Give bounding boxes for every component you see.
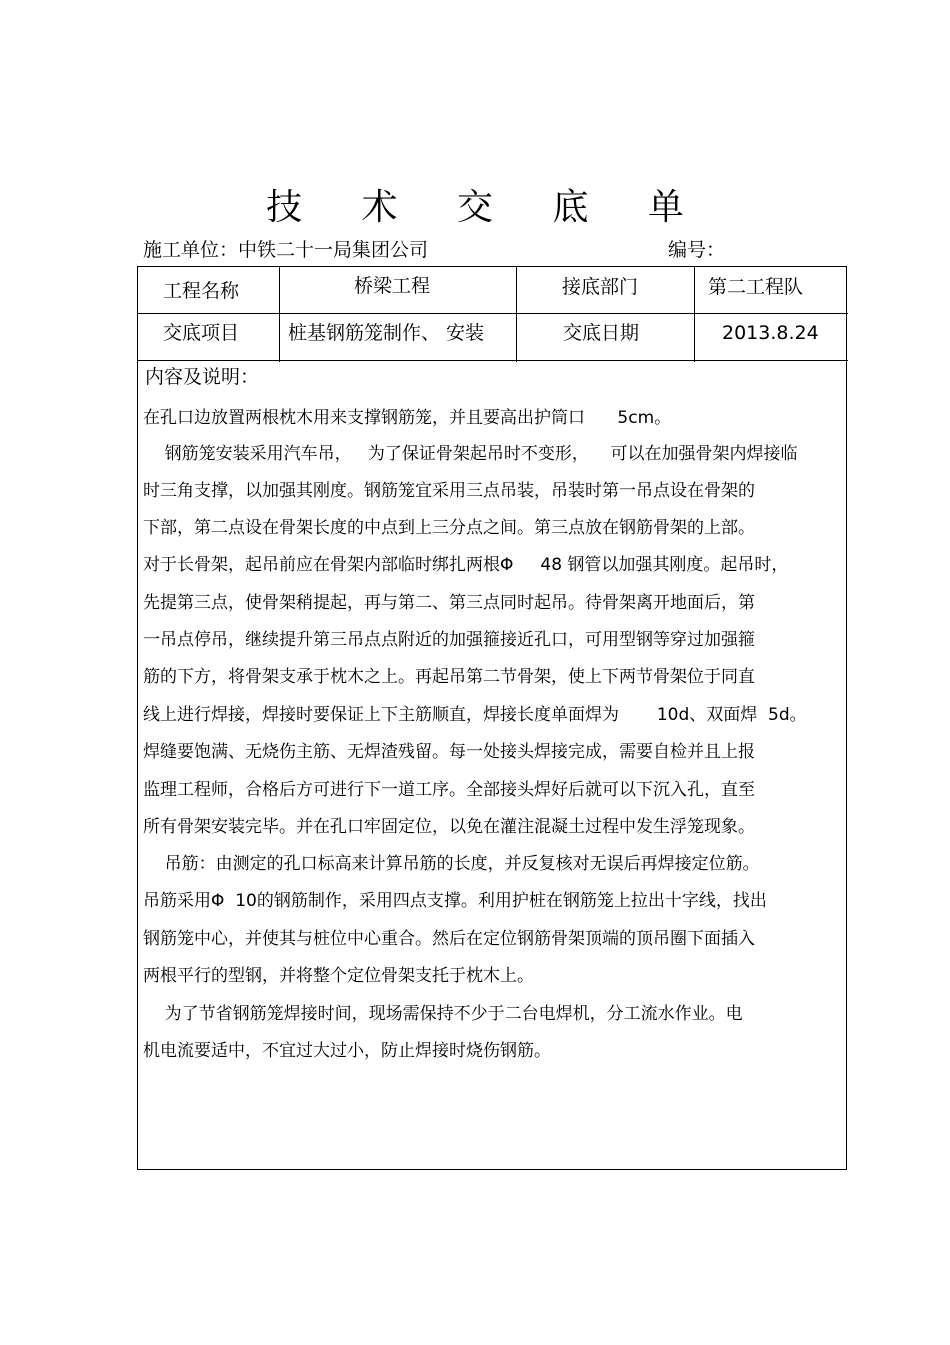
receiving-dept-value: 第二工程队 bbox=[708, 276, 804, 298]
content-line: 对于长骨架，起吊前应在骨架内部临时绑扎两根Φ 48 钢管以加强其刚度。起吊时， bbox=[143, 555, 789, 575]
table-column-divider bbox=[694, 266, 695, 362]
disclosure-item-label: 交底项目 bbox=[163, 322, 240, 344]
content-heading: 内容及说明： bbox=[145, 366, 260, 388]
receiving-dept-label: 接底部门 bbox=[562, 276, 639, 298]
content-line: 下部，第二点设在骨架长度的中点到上三分点之间。第三点放在钢筋骨架的上部。 bbox=[143, 518, 755, 538]
content-line: 先提第三点，使骨架稍提起，再与第二、第三点同时起吊。待骨架离开地面后，第 bbox=[143, 593, 755, 613]
table-column-divider bbox=[279, 266, 280, 362]
disclosure-date-value: 2013.8.24 bbox=[722, 322, 819, 344]
content-line: 筋的下方，将骨架支承于枕木之上。再起吊第二节骨架，使上下两节骨架位于同直 bbox=[143, 667, 755, 687]
content-line: 钢筋笼安装采用汽车吊， 为了保证骨架起吊时不变形， 可以在加强骨架内焊接临 bbox=[143, 444, 798, 464]
content-line: 钢筋笼中心，并使其与桩位中心重合。然后在定位钢筋骨架顶端的顶吊圈下面插入 bbox=[143, 929, 755, 949]
content-line: 机电流要适中，不宜过大过小，防止焊接时烧伤钢筋。 bbox=[143, 1041, 551, 1061]
content-line: 在孔口边放置两根枕木用来支撑钢筋笼，并且要高出护筒口 5cm。 bbox=[143, 408, 672, 428]
table-header-divider bbox=[137, 360, 848, 361]
table-row-divider bbox=[137, 313, 848, 314]
content-line: 所有骨架安装完毕。并在孔口牢固定位，以免在灌注混凝土过程中发生浮笼现象。 bbox=[143, 817, 755, 837]
project-name-value: 桥梁工程 bbox=[354, 275, 431, 297]
content-line: 监理工程师，合格后方可进行下一道工序。全部接头焊好后就可以下沉入孔，直至 bbox=[143, 780, 755, 800]
content-line: 焊缝要饱满、无烧伤主筋、无焊渣残留。每一处接头焊接完成，需要自检并且上报 bbox=[143, 742, 755, 762]
construction-unit: 施工单位：中铁二十一局集团公司 bbox=[143, 239, 429, 261]
table-column-divider bbox=[516, 266, 517, 362]
content-line: 一吊点停吊，继续提升第三吊点点附近的加强箍接近孔口，可用型钢等穿过加强箍 bbox=[143, 630, 755, 650]
content-line: 吊筋：由测定的孔口标高来计算吊筋的长度，并反复核对无误后再焊接定位筋。 bbox=[143, 854, 760, 874]
content-line: 时三角支撑，以加强其刚度。钢筋笼宜采用三点吊装，吊装时第一吊点设在骨架的 bbox=[143, 481, 755, 501]
document-title: 技 术 交 底 单 bbox=[266, 187, 708, 228]
document-number-label: 编号： bbox=[668, 239, 726, 261]
content-line: 两根平行的型钢，并将整个定位骨架支托于枕木上。 bbox=[143, 966, 534, 986]
disclosure-item-value: 桩基钢筋笼制作、 安装 bbox=[288, 322, 485, 344]
content-line: 吊筋采用Φ 10的钢筋制作，采用四点支撑。利用护桩在钢筋笼上拉出十字线，找出 bbox=[143, 891, 767, 911]
project-name-label: 工程名称 bbox=[163, 280, 240, 302]
disclosure-date-label: 交底日期 bbox=[563, 322, 640, 344]
content-line: 为了节省钢筋笼焊接时间，现场需保持不少于二台电焊机，分工流水作业。电 bbox=[143, 1004, 743, 1024]
content-line: 线上进行焊接，焊接时要保证上下主筋顺直，焊接长度单面焊为 10d、双面焊 5d。 bbox=[143, 705, 807, 725]
